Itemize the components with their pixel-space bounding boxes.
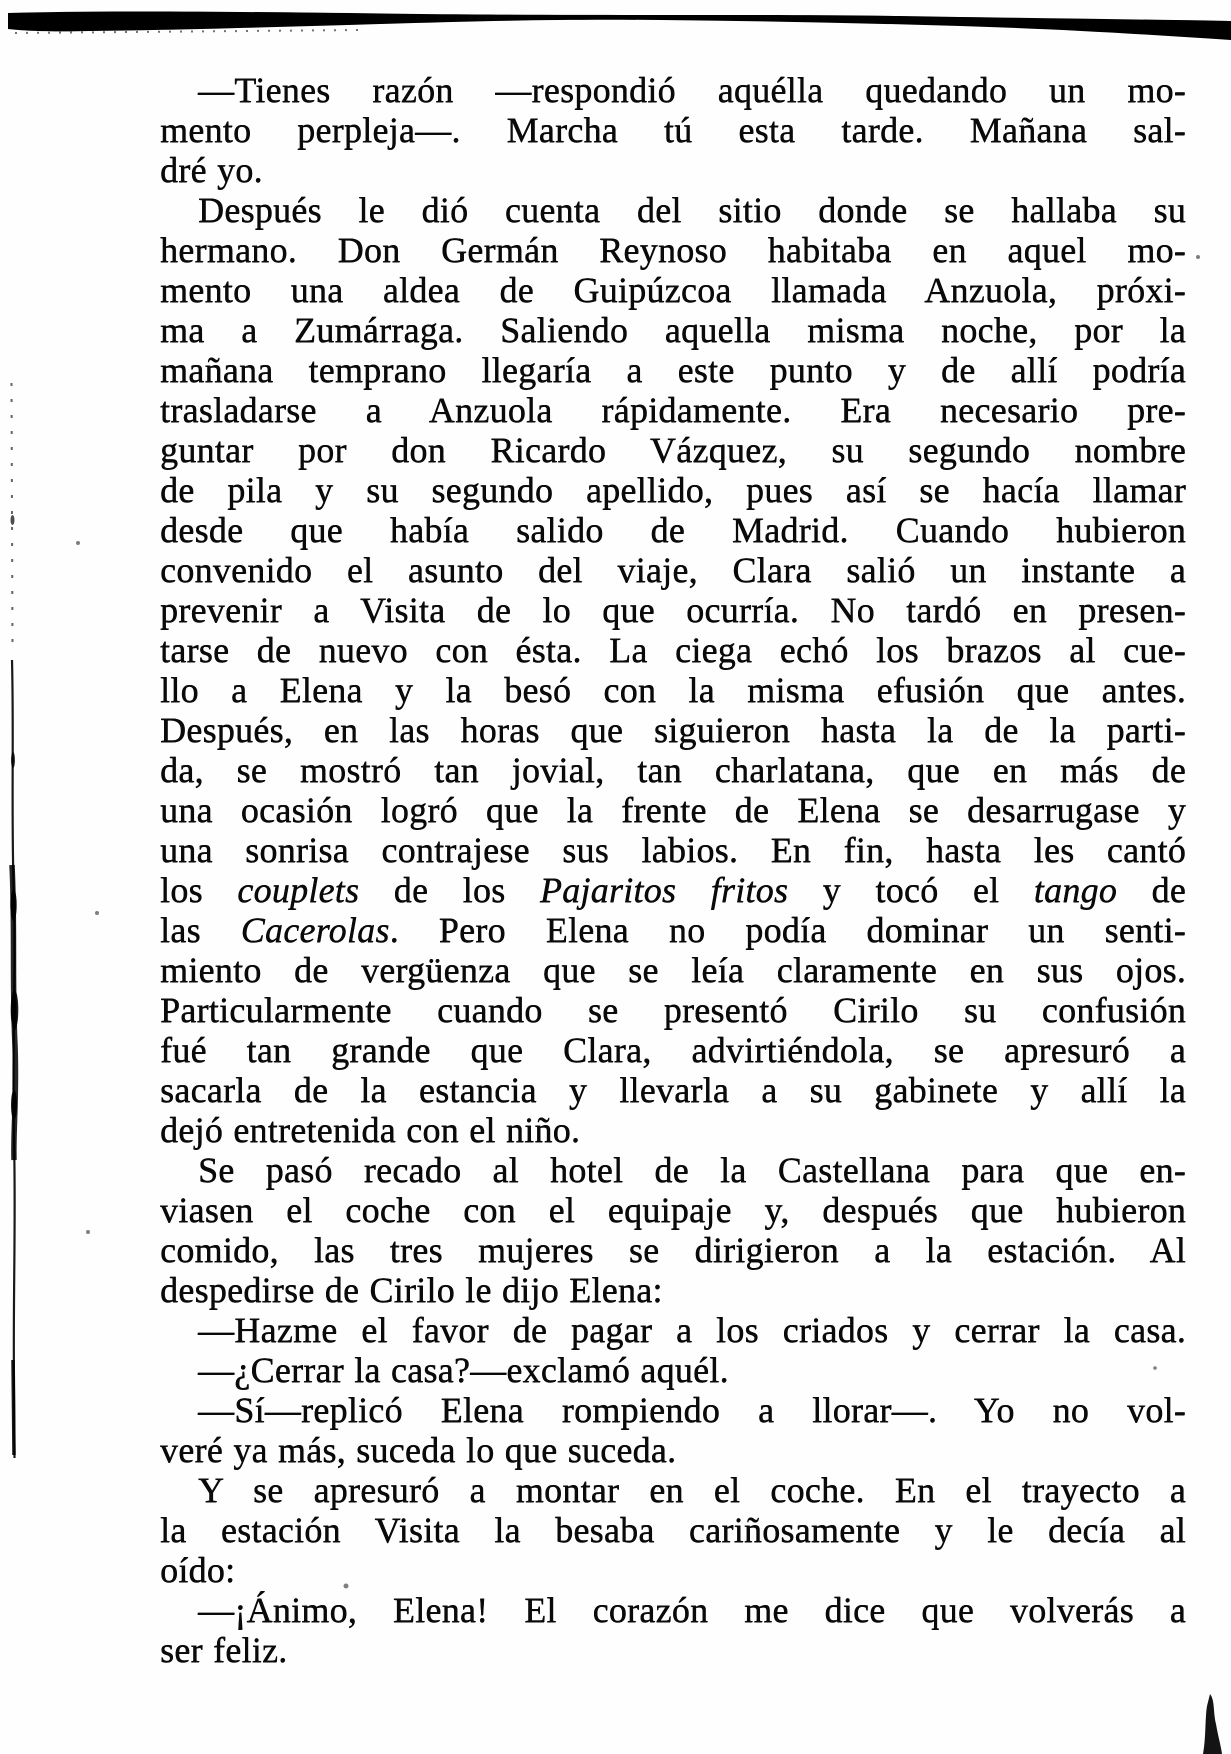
text-run: comido, las tres mujeres se dirigieron a la estación. Al — [160, 1230, 1186, 1270]
text-line — [160, 310, 1186, 350]
text-run: —¡Ánimo, Elena! El corazón me dice que volverás a — [198, 1590, 1186, 1630]
page-text — [160, 70, 1186, 1670]
text-run: ser feliz. — [160, 1630, 288, 1670]
text-line — [160, 670, 1186, 710]
text-line — [160, 1470, 1186, 1510]
text-run: —¿Cerrar la casa?—exclamó aquél. — [198, 1350, 729, 1390]
text-run: las — [160, 910, 241, 950]
text-line — [160, 1030, 1186, 1070]
text-line — [160, 1350, 1186, 1390]
italic-text: Cacerolas — [240, 910, 390, 950]
text-run: despedirse de Cirilo le dijo Elena: — [160, 1270, 663, 1310]
text-run: de pila y su segundo apellido, pues así se hacía llamar — [160, 470, 1186, 510]
text-run: sacarla de la estancia y llevarla a su gabinete y allí la — [160, 1070, 1186, 1110]
text-line — [160, 110, 1186, 150]
text-run: ma a Zumárraga. Saliendo aquella misma noche, por la — [160, 310, 1186, 350]
text-run: dejó entretenida con el niño. — [160, 1110, 581, 1150]
text-run: los — [160, 870, 238, 910]
text-run: oído: — [160, 1550, 236, 1590]
text-line — [160, 710, 1186, 750]
text-line — [160, 990, 1186, 1030]
text-line — [160, 1110, 1186, 1150]
text-run: guntar por don Ricardo Vázquez, su segundo nombre — [160, 430, 1186, 470]
text-run: una sonrisa contrajese sus labios. En fin, hasta les cantó — [160, 830, 1186, 870]
text-line — [160, 270, 1186, 310]
text-run: de — [1117, 870, 1186, 910]
text-run: Y se apresuró a montar en el coche. En el trayecto a — [198, 1470, 1186, 1510]
text-line — [160, 630, 1186, 670]
text-line — [160, 1190, 1186, 1230]
text-run: mento perpleja—. Marcha tú esta tarde. Mañana sal- — [160, 110, 1186, 150]
text-line — [160, 790, 1186, 830]
text-line — [160, 910, 1186, 950]
text-run: llo a Elena y la besó con la misma efusión que antes. — [160, 670, 1186, 710]
text-line — [160, 950, 1186, 990]
text-line — [160, 1390, 1186, 1430]
text-line — [160, 1270, 1186, 1310]
text-line — [160, 1550, 1186, 1590]
text-line — [160, 750, 1186, 790]
text-line — [160, 1070, 1186, 1110]
text-run: —Sí—replicó Elena rompiendo a llorar—. Yo no vol- — [198, 1390, 1186, 1430]
text-run: convenido el asunto del viaje, Clara salió un instante a — [160, 550, 1186, 590]
text-run: Particularmente cuando se presentó Cirilo su confusión — [160, 990, 1186, 1030]
text-line — [160, 1150, 1186, 1190]
text-line — [160, 1230, 1186, 1270]
text-run: y tocó el — [788, 870, 1034, 910]
text-run: mento una aldea de Guipúzcoa llamada Anzuola, próxi- — [160, 270, 1186, 310]
italic-text: Pajaritos fritos — [539, 870, 789, 910]
text-run: desde que había salido de Madrid. Cuando hubieron — [160, 510, 1186, 550]
text-line — [160, 1510, 1186, 1550]
text-line — [160, 150, 1186, 190]
text-line — [160, 190, 1186, 230]
text-run: . Pero Elena no podía dominar un senti- — [389, 910, 1186, 950]
text-run: de los — [359, 870, 540, 910]
text-run: —Hazme el favor de pagar a los criados y cerrar la casa. — [198, 1310, 1186, 1350]
text-run: hermano. Don Germán Reynoso habitaba en aquel mo- — [160, 230, 1186, 270]
text-line — [160, 1590, 1186, 1630]
text-line — [160, 590, 1186, 630]
text-run: viasen el coche con el equipaje y, después que hubieron — [160, 1190, 1186, 1230]
text-line — [160, 870, 1186, 910]
text-line — [160, 830, 1186, 870]
text-run: veré ya más, suceda lo que suceda. — [160, 1430, 677, 1470]
text-run: da, se mostró tan jovial, tan charlatana, que en más de — [160, 750, 1186, 790]
text-run: mañana temprano llegaría a este punto y de allí podría — [160, 350, 1186, 390]
text-line — [160, 470, 1186, 510]
text-run: tarse de nuevo con ésta. La ciega echó los brazos al cue- — [160, 630, 1186, 670]
text-line — [160, 390, 1186, 430]
text-run: miento de vergüenza que se leía claramente en sus ojos. — [160, 950, 1186, 990]
text-run: —Tienes razón —respondió aquélla quedando un mo- — [198, 70, 1186, 110]
text-line — [160, 550, 1186, 590]
text-line — [160, 350, 1186, 390]
text-run: dré yo. — [160, 150, 263, 190]
text-run: una ocasión logró que la frente de Elena se desarrugase y — [160, 790, 1186, 830]
text-line — [160, 230, 1186, 270]
text-line — [160, 1430, 1186, 1470]
text-run: la estación Visita la besaba cariñosamente y le decía al — [160, 1510, 1186, 1550]
text-run: prevenir a Visita de lo que ocurría. No tardó en presen- — [160, 590, 1186, 630]
italic-text: couplets — [237, 870, 360, 910]
text-run: trasladarse a Anzuola rápidamente. Era necesario pre- — [160, 390, 1186, 430]
text-run: Se pasó recado al hotel de la Castellana para que en- — [198, 1150, 1186, 1190]
text-line — [160, 1630, 1186, 1670]
text-line — [160, 430, 1186, 470]
text-run: Después, en las horas que siguieron hasta la de la parti- — [160, 710, 1186, 750]
italic-text: tango — [1033, 870, 1118, 910]
text-line — [160, 1310, 1186, 1350]
text-line — [160, 70, 1186, 110]
text-run: fué tan grande que Clara, advirtiéndola, se apresuró a — [160, 1030, 1186, 1070]
text-run: Después le dió cuenta del sitio donde se hallaba su — [198, 190, 1186, 230]
text-line — [160, 510, 1186, 550]
